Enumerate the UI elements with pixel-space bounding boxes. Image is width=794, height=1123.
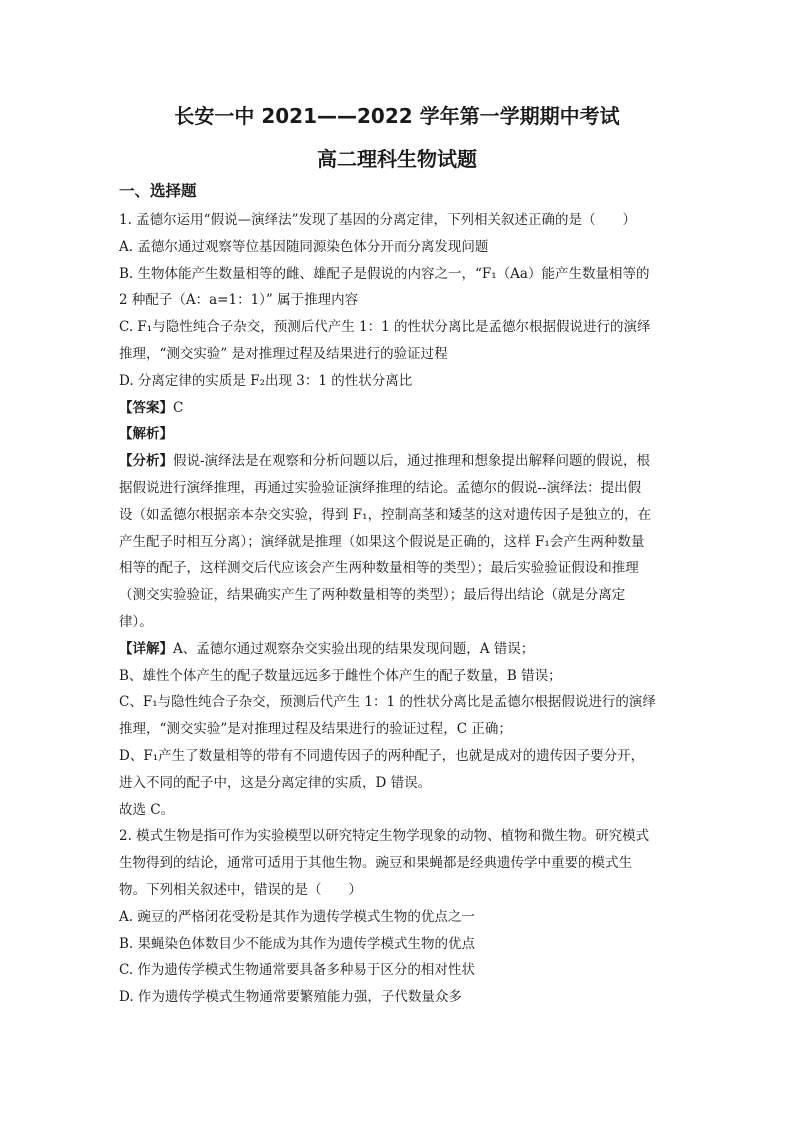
xiangjie-line6: 进入不同的配子中，这是分离定律的实质，D 错误。 [119, 774, 432, 791]
q2-option-c: C. 作为遗传学模式生物通常要具备多种易于区分的相对性状 [119, 962, 475, 979]
fenxi-line3: 设（如孟德尔根据亲本杂交实验，得到 F₁，控制高茎和矮茎的这对遗传因子是独立的，在 [119, 506, 652, 523]
q2-stem-line3: 物。下列相关叙述中，错误的是（ ） [119, 881, 362, 898]
xiangjie-line5: D、F₁产生了数量相等的带有不同遗传因子的两种配子，也就是成对的遗传因子要分开， [119, 747, 645, 764]
fenxi-line4: 产生配子时相互分离）；演绎就是推理（如果这个假说是正确的，这样 F₁会产生两种数量 [119, 533, 645, 550]
fenxi-line7: 律）。 [119, 613, 153, 630]
question-content [119, 211, 679, 1015]
xiangjie-line2: B、雄性个体产生的配子数量远远多于雌性个体产生的配子数量，B 错误； [119, 667, 562, 684]
q2-option-a: A. 豌豆的严格闭花受粉是其作为遗传学模式生物的优点之一 [119, 908, 475, 925]
fenxi-line1 [119, 452, 679, 470]
xiangjie-tag: 【详解】 [119, 640, 173, 657]
q2-stem-line1: 2. 模式生物是指可作为实验模型以研究特定生物学现象的动物、植物和微生物。研究模式 [119, 828, 650, 845]
answer-tag: 【答案】 [119, 399, 173, 416]
q2-stem-line2: 生物得到的结论，通常可适用于其他生物。豌豆和果蝇都是经典遗传学中重要的模式生 [119, 855, 632, 872]
q1-stem: 1. 孟德尔运用“假说—演绎法”发现了基因的分离定律，下列相关叙述正确的是（ ） [119, 212, 636, 228]
fenxi-line2: 据假说进行演绎推理，再通过实验验证演绎推理的结论。孟德尔的假说--演绎法：提出假 [119, 479, 642, 496]
q1-option-d: D. 分离定律的实质是 F₂出现 3：1 的性状分离比 [119, 372, 413, 389]
q2-option-b: B. 果蝇染色体数目少不能成为其作为遗传学模式生物的优点 [119, 935, 476, 952]
fenxi-tag: 【分析】 [119, 453, 173, 470]
xiangjie-line3: C、F₁与隐性纯合子杂交，预测后代产生 1：1 的性状分离比是孟德尔根据假说进行的演绎 [119, 694, 656, 711]
xiangjie-line1 [119, 640, 679, 658]
xiangjie-text: A、孟德尔通过观察杂交实验出现的结果发现问题，A 错误； [173, 640, 535, 657]
q1-option-c-line1: C. F₁与隐性纯合子杂交，预测后代产生 1：1 的性状分离比是孟德尔根据假说进行的演绎 [119, 319, 651, 336]
answer-value: C [173, 399, 184, 416]
exam-subtitle: 高二理科生物试题 [317, 147, 477, 171]
q1-option-b-line2: 2 种配子（A：a=1：1）” 属于推理内容 [119, 292, 359, 309]
q1-option-a: A. 孟德尔通过观察等位基因随同源染色体分开而分离发现问题 [119, 238, 489, 255]
conclusion: 故选 C。 [119, 801, 175, 818]
section-heading: 一、选择题 [119, 182, 197, 200]
q1-option-b-line1: B. 生物体能产生数量相等的雌、雄配子是假说的内容之一，“F₁（Aa）能产生数量相等的 [119, 265, 650, 282]
q2-option-d: D. 作为遗传学模式生物通常要繁殖能力强，子代数量众多 [119, 989, 462, 1006]
xiangjie-line4: 推理，“测交实验”是对推理过程及结果进行的验证过程，C 正确； [119, 721, 512, 738]
q1-option-c-line2: 推理，“测交实验” 是对推理过程及结果进行的验证过程 [119, 345, 448, 362]
fenxi-text: 假说-演绎法是在观察和分析问题以后，通过推理和想象提出解释问题的假说，根 [173, 453, 651, 470]
q1-answer-line [119, 399, 679, 417]
analysis-tag: 【解析】 [119, 426, 173, 443]
exam-title: 长安一中 2021——2022 学年第一学期期中考试 [174, 104, 620, 128]
fenxi-line6: （测交实验验证，结果确实产生了两种数量相等的类型）；最后得出结论（就是分离定 [119, 587, 626, 604]
fenxi-line5: 相等的配子，这样测交后代应该会产生两种数量相等的类型）；最后实验验证假设和推理 [119, 560, 639, 577]
